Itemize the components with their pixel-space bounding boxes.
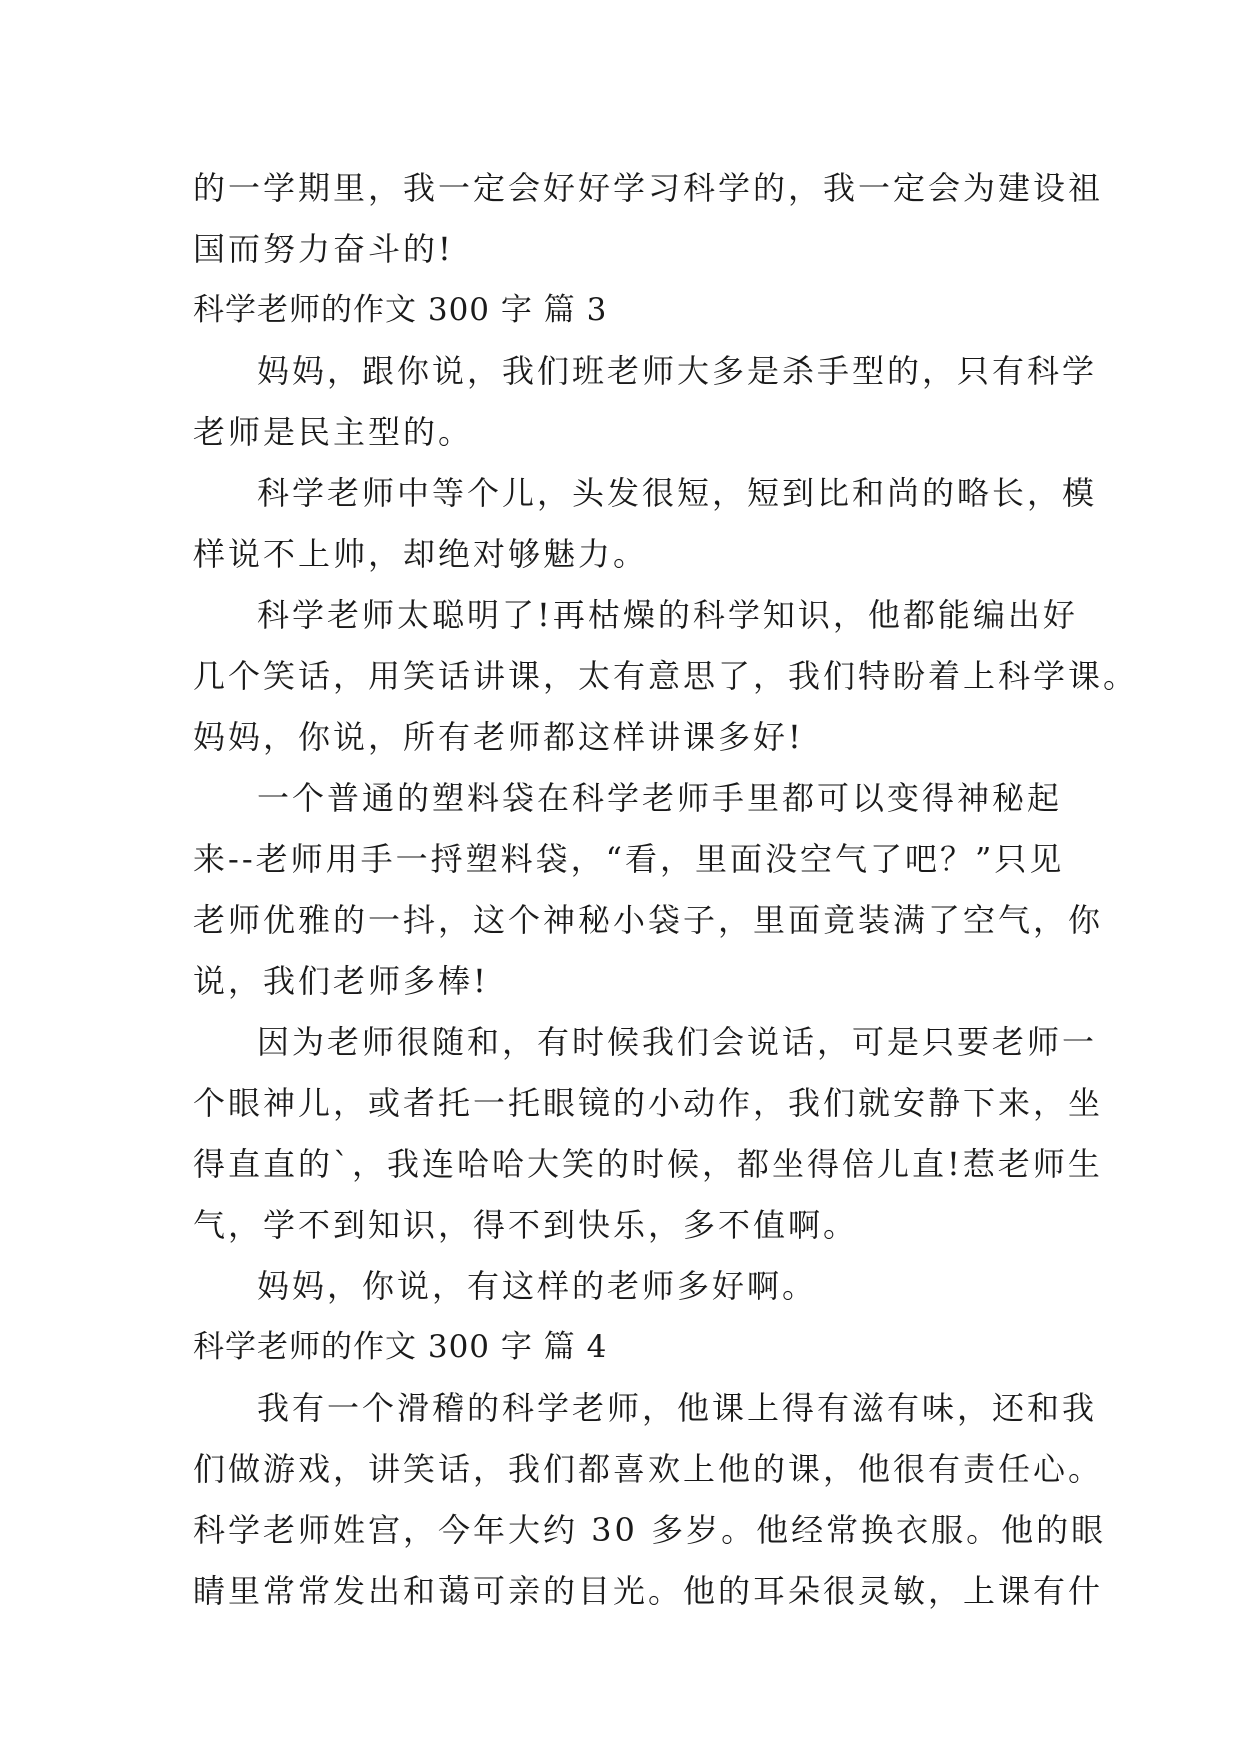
paragraph-start: 妈妈，跟你说，我们班老师大多是杀手型的，只有科学 bbox=[257, 352, 1098, 390]
paragraph-start: 我有一个滑稽的科学老师，他课上得有滋有味，还和我 bbox=[257, 1389, 1098, 1427]
text-line: 妈妈，你说，所有老师都这样讲课多好! bbox=[193, 718, 804, 756]
section-heading: 科学老师的作文 300 字 篇 4 bbox=[193, 1329, 608, 1365]
text-line: 样说不上帅，却绝对够魅力。 bbox=[193, 535, 649, 573]
paragraph-start: 科学老师中等个儿，头发很短，短到比和尚的略长，模 bbox=[257, 474, 1098, 512]
paragraph-start: 因为老师很随和，有时候我们会说话，可是只要老师一 bbox=[257, 1023, 1098, 1061]
text-line: 气，学不到知识，得不到快乐，多不值啊。 bbox=[193, 1206, 859, 1244]
paragraph-start: 妈妈，你说，有这样的老师多好啊。 bbox=[257, 1267, 818, 1305]
text-line: 们做游戏，讲笑话，我们都喜欢上他的课，他很有责任心。 bbox=[193, 1450, 1104, 1488]
document-page bbox=[193, 158, 1139, 1622]
paragraph-start: 一个普通的塑料袋在科学老师手里都可以变得神秘起 bbox=[257, 779, 1063, 817]
text-line: 几个笑话，用笑话讲课，太有意思了，我们特盼着上科学课。 bbox=[193, 657, 1139, 695]
text-line: 老师优雅的一抖，这个神秘小袋子，里面竟装满了空气，你 bbox=[193, 901, 1104, 939]
text-line: 说，我们老师多棒! bbox=[193, 962, 489, 1000]
text-line: 睛里常常发出和蔼可亲的目光。他的耳朵很灵敏，上课有什 bbox=[193, 1572, 1104, 1610]
text-line: 个眼神儿，或者托一托眼镜的小动作，我们就安静下来，坐 bbox=[193, 1084, 1104, 1122]
section-heading: 科学老师的作文 300 字 篇 3 bbox=[193, 292, 608, 328]
paragraph-start: 科学老师太聪明了!再枯燥的科学知识，他都能编出好 bbox=[257, 596, 1078, 634]
text-line: 老师是民主型的。 bbox=[193, 413, 474, 451]
text-line: 得直直的`，我连哈哈大笑的时候，都坐得倍儿直!惹老师生 bbox=[193, 1145, 1103, 1183]
text-line: 来--老师用手一捋塑料袋，“看，里面没空气了吧？”只见 bbox=[193, 840, 1065, 878]
text-line: 国而努力奋斗的! bbox=[193, 230, 454, 268]
text-line: 科学老师姓宫，今年大约 30 多岁。他经常换衣服。他的眼 bbox=[193, 1511, 1107, 1549]
text-line: 的一学期里，我一定会好好学习科学的，我一定会为建设祖 bbox=[193, 169, 1104, 207]
